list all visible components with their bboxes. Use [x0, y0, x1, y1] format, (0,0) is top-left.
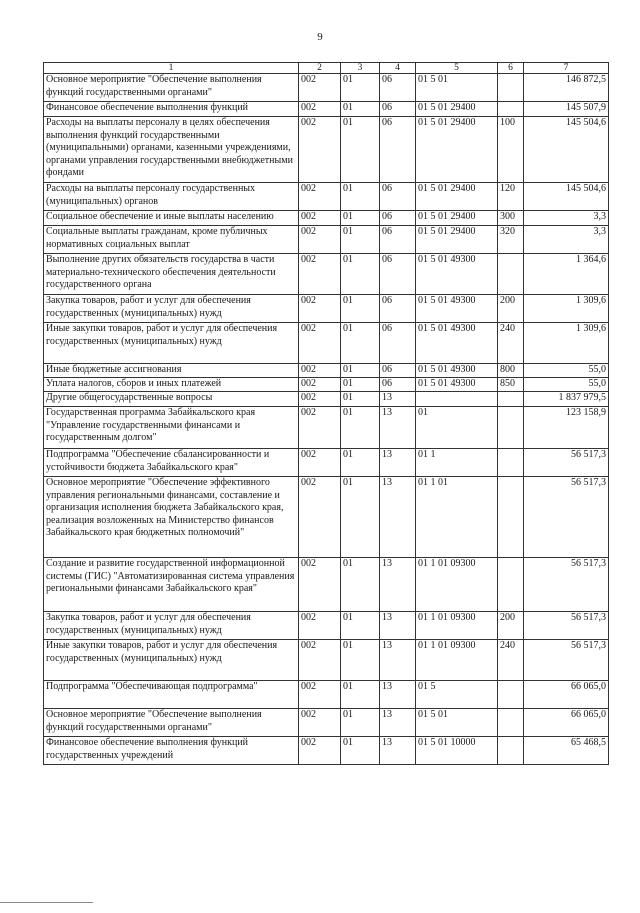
subsection-code-cell: 06 — [380, 211, 416, 226]
section-code-cell: 01 — [341, 117, 380, 183]
subsection-code-cell: 06 — [380, 226, 416, 254]
admin-code-cell: 002 — [299, 378, 341, 392]
row-name-cell: Выполнение других обязательств государства в части материально-технического обеспечения деятельности государственного органа — [44, 254, 299, 295]
row-name-cell: Создание и развитие государственной информационной системы (ГИС) "Автоматизированная система управления региональными финансами Забайкальского края" — [44, 558, 299, 612]
table-row — [44, 449, 609, 477]
row-name-cell: Расходы на выплаты персоналу государственных (муниципальных) органов — [44, 183, 299, 211]
amount-cell: 3,3 — [524, 211, 609, 226]
table-row — [44, 407, 609, 449]
section-code-cell: 01 — [341, 254, 380, 295]
table-row — [44, 392, 609, 407]
footer-rule — [0, 902, 93, 903]
expense-type-cell — [498, 407, 524, 449]
amount-cell: 66 065,0 — [524, 681, 609, 709]
section-code-cell: 01 — [341, 709, 380, 737]
row-name-cell: Основное мероприятие "Обеспечение выполнения функций государственными органами" — [44, 709, 299, 737]
expense-type-cell — [498, 709, 524, 737]
admin-code-cell: 002 — [299, 737, 341, 765]
column-header-4: 4 — [380, 63, 416, 74]
section-code-cell: 01 — [341, 102, 380, 117]
amount-cell: 55,0 — [524, 378, 609, 392]
expense-type-cell — [498, 449, 524, 477]
section-code-cell: 01 — [341, 681, 380, 709]
table-row — [44, 74, 609, 102]
target-article-cell: 01 5 01 29400 — [416, 211, 498, 226]
target-article-cell: 01 5 01 49300 — [416, 295, 498, 323]
table-row — [44, 709, 609, 737]
table-body — [44, 74, 609, 765]
amount-cell: 56 517,3 — [524, 640, 609, 681]
section-code-cell: 01 — [341, 477, 380, 558]
table-row — [44, 295, 609, 323]
admin-code-cell: 002 — [299, 612, 341, 640]
column-header-7: 7 — [524, 63, 609, 74]
section-code-cell: 01 — [341, 392, 380, 407]
section-code-cell: 01 — [341, 183, 380, 211]
row-name-cell: Финансовое обеспечение выполнения функций — [44, 102, 299, 117]
section-code-cell: 01 — [341, 558, 380, 612]
section-code-cell: 01 — [341, 323, 380, 364]
row-name-cell: Основное мероприятие "Обеспечение эффективного управления региональными финансами, составление и организация исполнения бюджета Забайкальского края, реализация возложенных на Министерство финансов Забайкальского края бюджетных полномочий" — [44, 477, 299, 558]
section-code-cell: 01 — [341, 640, 380, 681]
expense-type-cell: 240 — [498, 323, 524, 364]
target-article-cell: 01 5 01 29400 — [416, 102, 498, 117]
expense-type-cell — [498, 477, 524, 558]
admin-code-cell: 002 — [299, 254, 341, 295]
table-row — [44, 211, 609, 226]
expense-type-cell: 850 — [498, 378, 524, 392]
target-article-cell: 01 5 01 10000 — [416, 737, 498, 765]
amount-cell: 145 507,9 — [524, 102, 609, 117]
row-name-cell: Иные закупки товаров, работ и услуг для обеспечения государственных (муниципальных) нужд — [44, 640, 299, 681]
expense-type-cell — [498, 102, 524, 117]
expense-type-cell — [498, 681, 524, 709]
expense-type-cell: 100 — [498, 117, 524, 183]
amount-cell: 56 517,3 — [524, 558, 609, 612]
amount-cell: 1 837 979,5 — [524, 392, 609, 407]
target-article-cell: 01 5 01 — [416, 709, 498, 737]
expense-type-cell: 300 — [498, 211, 524, 226]
amount-cell: 1 309,6 — [524, 323, 609, 364]
subsection-code-cell: 06 — [380, 323, 416, 364]
column-header-2: 2 — [299, 63, 341, 74]
admin-code-cell: 002 — [299, 183, 341, 211]
section-code-cell: 01 — [341, 612, 380, 640]
row-name-cell: Расходы на выплаты персоналу в целях обеспечения выполнения функций государственными (муниципальными) органами, казенными учреждениями, органами управления государственными внебюджетными фондами — [44, 117, 299, 183]
admin-code-cell: 002 — [299, 117, 341, 183]
row-name-cell: Основное мероприятие "Обеспечение выполнения функций государственными органами" — [44, 74, 299, 102]
admin-code-cell: 002 — [299, 323, 341, 364]
admin-code-cell: 002 — [299, 709, 341, 737]
expense-type-cell: 800 — [498, 364, 524, 378]
table-row — [44, 102, 609, 117]
subsection-code-cell: 13 — [380, 640, 416, 681]
subsection-code-cell: 13 — [380, 449, 416, 477]
admin-code-cell: 002 — [299, 477, 341, 558]
subsection-code-cell: 06 — [380, 295, 416, 323]
row-name-cell: Иные закупки товаров, работ и услуг для обеспечения государственных (муниципальных) нужд — [44, 323, 299, 364]
admin-code-cell: 002 — [299, 226, 341, 254]
target-article-cell: 01 5 01 49300 — [416, 323, 498, 364]
table-row — [44, 558, 609, 612]
target-article-cell: 01 1 01 09300 — [416, 558, 498, 612]
subsection-code-cell: 06 — [380, 364, 416, 378]
section-code-cell: 01 — [341, 449, 380, 477]
admin-code-cell: 002 — [299, 681, 341, 709]
expense-type-cell — [498, 737, 524, 765]
amount-cell: 55,0 — [524, 364, 609, 378]
section-code-cell: 01 — [341, 364, 380, 378]
subsection-code-cell: 06 — [380, 102, 416, 117]
table-row — [44, 226, 609, 254]
admin-code-cell: 002 — [299, 449, 341, 477]
amount-cell: 3,3 — [524, 226, 609, 254]
target-article-cell: 01 5 01 49300 — [416, 254, 498, 295]
subsection-code-cell: 06 — [380, 254, 416, 295]
amount-cell: 123 158,9 — [524, 407, 609, 449]
target-article-cell: 01 1 01 09300 — [416, 612, 498, 640]
target-article-cell: 01 1 — [416, 449, 498, 477]
amount-cell: 65 468,5 — [524, 737, 609, 765]
target-article-cell: 01 1 01 — [416, 477, 498, 558]
page-number: 9 — [317, 31, 323, 43]
target-article-cell: 01 1 01 09300 — [416, 640, 498, 681]
amount-cell: 66 065,0 — [524, 709, 609, 737]
subsection-code-cell: 13 — [380, 407, 416, 449]
admin-code-cell: 002 — [299, 364, 341, 378]
expense-type-cell — [498, 74, 524, 102]
row-name-cell: Закупка товаров, работ и услуг для обеспечения государственных (муниципальных) нужд — [44, 612, 299, 640]
table-row — [44, 737, 609, 765]
row-name-cell: Подпрограмма "Обеспечение сбалансированности и устойчивости бюджета Забайкальского края" — [44, 449, 299, 477]
column-header-3: 3 — [341, 63, 380, 74]
column-header-6: 6 — [498, 63, 524, 74]
admin-code-cell: 002 — [299, 295, 341, 323]
section-code-cell: 01 — [341, 407, 380, 449]
target-article-cell: 01 — [416, 407, 498, 449]
section-code-cell: 01 — [341, 737, 380, 765]
row-name-cell: Закупка товаров, работ и услуг для обеспечения государственных (муниципальных) нужд — [44, 295, 299, 323]
column-header-5: 5 — [416, 63, 498, 74]
subsection-code-cell: 13 — [380, 477, 416, 558]
table-row — [44, 378, 609, 392]
amount-cell: 56 517,3 — [524, 612, 609, 640]
target-article-cell: 01 5 01 — [416, 74, 498, 102]
admin-code-cell: 002 — [299, 74, 341, 102]
target-article-cell: 01 5 01 49300 — [416, 364, 498, 378]
subsection-code-cell: 06 — [380, 183, 416, 211]
subsection-code-cell: 13 — [380, 681, 416, 709]
admin-code-cell: 002 — [299, 392, 341, 407]
row-name-cell: Иные бюджетные ассигнования — [44, 364, 299, 378]
subsection-code-cell: 06 — [380, 117, 416, 183]
target-article-cell — [416, 392, 498, 407]
admin-code-cell: 002 — [299, 407, 341, 449]
table-row — [44, 117, 609, 183]
row-name-cell: Социальные выплаты гражданам, кроме публичных нормативных социальных выплат — [44, 226, 299, 254]
admin-code-cell: 002 — [299, 211, 341, 226]
subsection-code-cell: 06 — [380, 378, 416, 392]
target-article-cell: 01 5 01 29400 — [416, 226, 498, 254]
table-row — [44, 681, 609, 709]
expense-type-cell: 200 — [498, 295, 524, 323]
expense-type-cell: 240 — [498, 640, 524, 681]
column-header-1: 1 — [44, 63, 299, 74]
expense-type-cell: 200 — [498, 612, 524, 640]
table-header-row — [44, 63, 609, 74]
section-code-cell: 01 — [341, 378, 380, 392]
expense-type-cell: 120 — [498, 183, 524, 211]
subsection-code-cell: 13 — [380, 737, 416, 765]
subsection-code-cell: 13 — [380, 612, 416, 640]
table-row — [44, 254, 609, 295]
table-row — [44, 640, 609, 681]
target-article-cell: 01 5 01 49300 — [416, 378, 498, 392]
subsection-code-cell: 13 — [380, 709, 416, 737]
subsection-code-cell: 13 — [380, 558, 416, 612]
subsection-code-cell: 13 — [380, 392, 416, 407]
budget-table — [43, 62, 609, 765]
row-name-cell: Финансовое обеспечение выполнения функций государственных учреждений — [44, 737, 299, 765]
expense-type-cell — [498, 558, 524, 612]
target-article-cell: 01 5 — [416, 681, 498, 709]
row-name-cell: Другие общегосударственные вопросы — [44, 392, 299, 407]
expense-type-cell: 320 — [498, 226, 524, 254]
admin-code-cell: 002 — [299, 558, 341, 612]
expense-type-cell — [498, 392, 524, 407]
subsection-code-cell: 06 — [380, 74, 416, 102]
section-code-cell: 01 — [341, 295, 380, 323]
section-code-cell: 01 — [341, 226, 380, 254]
table-row — [44, 612, 609, 640]
section-code-cell: 01 — [341, 211, 380, 226]
table-row — [44, 477, 609, 558]
target-article-cell: 01 5 01 29400 — [416, 117, 498, 183]
amount-cell: 1 364,6 — [524, 254, 609, 295]
table-row — [44, 183, 609, 211]
row-name-cell: Уплата налогов, сборов и иных платежей — [44, 378, 299, 392]
admin-code-cell: 002 — [299, 640, 341, 681]
amount-cell: 145 504,6 — [524, 183, 609, 211]
row-name-cell: Государственная программа Забайкальского края "Управление государственными финансами и государственным долгом" — [44, 407, 299, 449]
row-name-cell: Подпрограмма "Обеспечивающая подпрограмма" — [44, 681, 299, 709]
section-code-cell: 01 — [341, 74, 380, 102]
amount-cell: 145 504,6 — [524, 117, 609, 183]
row-name-cell: Социальное обеспечение и иные выплаты населению — [44, 211, 299, 226]
target-article-cell: 01 5 01 29400 — [416, 183, 498, 211]
amount-cell: 56 517,3 — [524, 449, 609, 477]
table-row — [44, 323, 609, 364]
expense-type-cell — [498, 254, 524, 295]
admin-code-cell: 002 — [299, 102, 341, 117]
amount-cell: 1 309,6 — [524, 295, 609, 323]
amount-cell: 146 872,5 — [524, 74, 609, 102]
table-row — [44, 364, 609, 378]
amount-cell: 56 517,3 — [524, 477, 609, 558]
